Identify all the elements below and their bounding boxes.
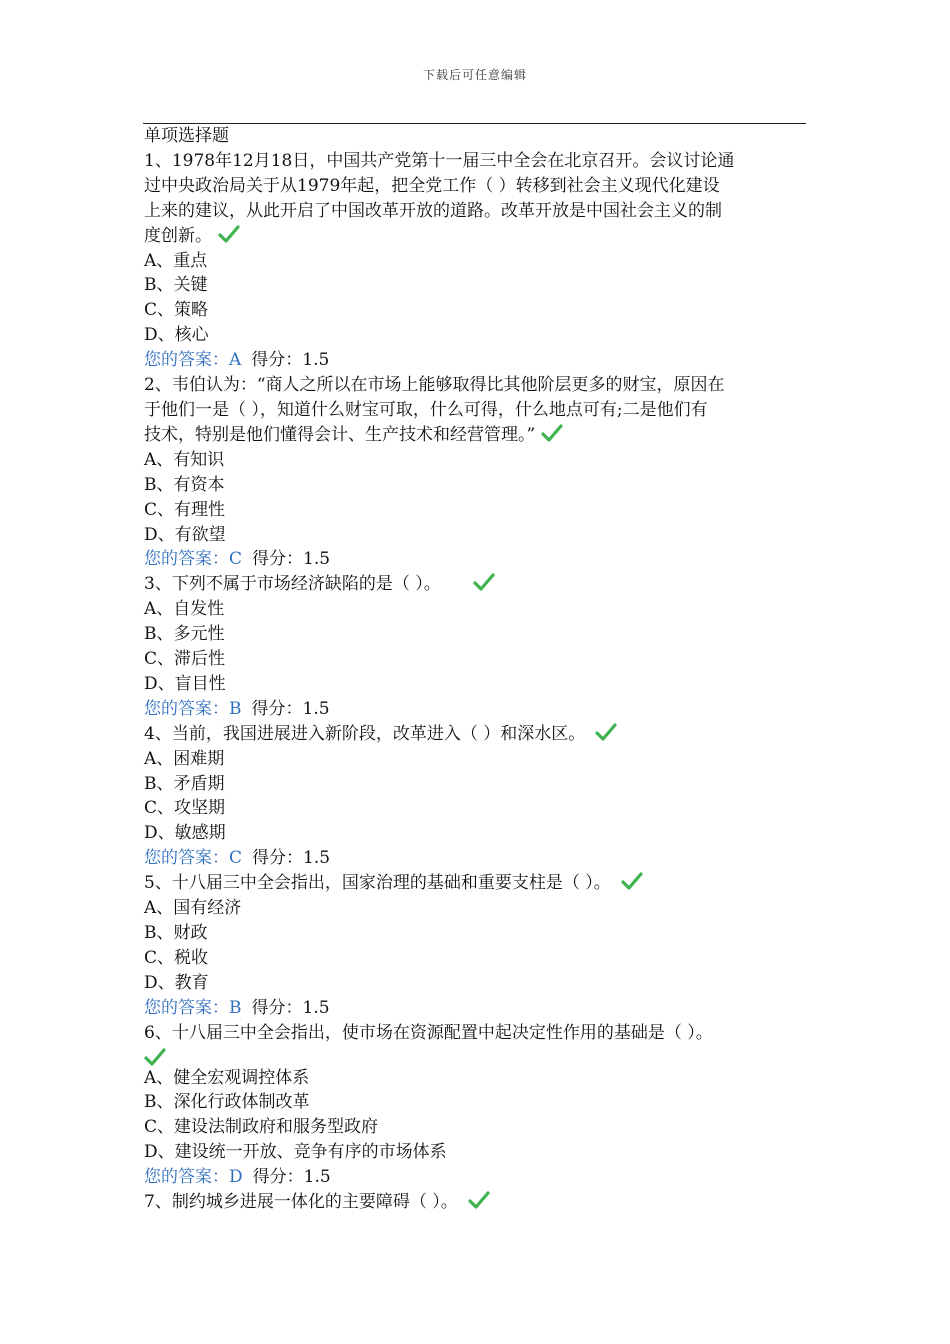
option-a: A、健全宏观调控体系: [144, 1067, 310, 1088]
option-d: D、盲目性: [144, 673, 226, 694]
option-d: D、建设统一开放、竞争有序的市场体系: [144, 1142, 447, 1163]
question-block: [144, 149, 808, 373]
answer-line: [144, 348, 808, 373]
option-d: D、有欲望: [144, 524, 226, 545]
option-a: A、有知识: [144, 449, 225, 470]
answer-line: [144, 1165, 808, 1190]
option-a: A、自发性: [144, 599, 225, 620]
your-answer-label: 您的答案：: [144, 549, 229, 570]
question-line: 过中央政治局关于从1979年起，把全党工作（ ）转移到社会主义现代化建设: [144, 175, 720, 196]
score-label: 得分：: [251, 698, 303, 719]
question-text: [144, 1021, 808, 1066]
score-label: 得分：: [252, 1167, 304, 1188]
check-icon: [621, 872, 643, 890]
option-c: C、税收: [144, 947, 209, 968]
check-icon: [218, 225, 240, 243]
option-b: B、财政: [144, 923, 208, 943]
question-block: [144, 722, 808, 871]
option-a: A、国有经济: [144, 898, 242, 919]
answer-line: [144, 846, 808, 871]
check-icon: [144, 1048, 166, 1066]
option-c: C、攻坚期: [144, 798, 226, 819]
question-text: [144, 149, 808, 249]
answer-line: [144, 547, 808, 572]
score-label: 得分：: [252, 848, 304, 869]
option-b: B、矛盾期: [144, 773, 225, 794]
question-line: 2、韦伯认为：“商人之所以在市场上能够取得比其他阶层更多的财宝，原因在: [144, 375, 725, 396]
question-line: 4、当前，我国进展进入新阶段，改革进入（ ）和深水区。: [144, 722, 808, 747]
question-line: 7、制约城乡进展一体化的主要障碍（ ）。: [144, 1190, 808, 1215]
question-text: [144, 1190, 808, 1215]
answer-value: D: [229, 1167, 243, 1188]
check-icon: [473, 573, 495, 591]
question-block: [144, 373, 808, 572]
question-line: 上来的建议，从此开启了中国改革开放的道路。改革开放是中国社会主义的制: [144, 200, 722, 221]
your-answer-label: 您的答案：: [144, 997, 229, 1018]
option-d: D、核心: [144, 325, 209, 346]
option-a: A、重点: [144, 250, 208, 271]
question-block: [144, 871, 808, 1020]
document-body: [144, 124, 808, 1215]
option-d: D、教育: [144, 972, 209, 993]
question-text: [144, 572, 808, 597]
option-b: B、深化行政体制改革: [144, 1092, 310, 1113]
check-icon: [595, 723, 617, 741]
option-a: A、困难期: [144, 748, 225, 769]
question-line: 6、十八届三中全会指出，使市场在资源配置中起决定性作用的基础是（ ）。: [144, 1021, 808, 1066]
score-value: 1.5: [302, 698, 330, 719]
your-answer-label: 您的答案：: [144, 1167, 229, 1188]
question-text: [144, 373, 808, 448]
answer-line: [144, 996, 808, 1021]
question-line: 1、1978年12月18日，中国共产党第十一届三中全会在北京召开。会议讨论通: [144, 150, 735, 171]
score-value: 1.5: [302, 997, 330, 1018]
option-d: D、敏感期: [144, 823, 226, 844]
answer-value: B: [229, 698, 242, 719]
question-line: 技术，特别是他们懂得会计、生产技术和经营管理。”: [144, 423, 808, 448]
score-label: 得分：: [252, 549, 304, 570]
option-b: B、多元性: [144, 624, 225, 645]
question-list: [144, 149, 808, 1215]
score-value: 1.5: [302, 350, 330, 371]
section-title: 单项选择题: [144, 126, 229, 146]
check-icon: [541, 424, 563, 442]
score-label: 得分：: [251, 350, 303, 371]
question-line: 3、下列不属于市场经济缺陷的是（ ）。: [144, 572, 808, 597]
answer-line: [144, 697, 808, 722]
your-answer-label: 您的答案：: [144, 698, 229, 719]
answer-value: C: [229, 549, 243, 570]
question-text: [144, 871, 808, 896]
score-value: 1.5: [303, 549, 331, 570]
score-value: 1.5: [303, 1167, 331, 1188]
answer-value: A: [229, 350, 242, 371]
page-header: 下载后可任意编辑: [422, 68, 527, 82]
question-line: 于他们一是（ ），知道什么财宝可取，什么可得，什么地点可有;二是他们有: [144, 399, 708, 420]
option-b: B、关键: [144, 275, 208, 296]
check-icon: [468, 1191, 490, 1209]
question-block: [144, 1021, 808, 1190]
question-block: [144, 1190, 808, 1215]
score-label: 得分：: [251, 997, 303, 1018]
option-c: C、有理性: [144, 499, 226, 520]
question-line: 度创新。: [144, 224, 808, 249]
question-line: 5、十八届三中全会指出，国家治理的基础和重要支柱是（ ）。: [144, 871, 808, 896]
option-c: C、滞后性: [144, 649, 226, 670]
score-value: 1.5: [303, 848, 331, 869]
answer-value: C: [229, 848, 243, 869]
option-c: C、建设法制政府和服务型政府: [144, 1117, 379, 1138]
your-answer-label: 您的答案：: [144, 350, 229, 371]
question-text: [144, 722, 808, 747]
option-c: C、策略: [144, 300, 209, 321]
your-answer-label: 您的答案：: [144, 848, 229, 869]
option-b: B、有资本: [144, 474, 225, 495]
answer-value: B: [229, 997, 242, 1018]
question-block: [144, 572, 808, 721]
